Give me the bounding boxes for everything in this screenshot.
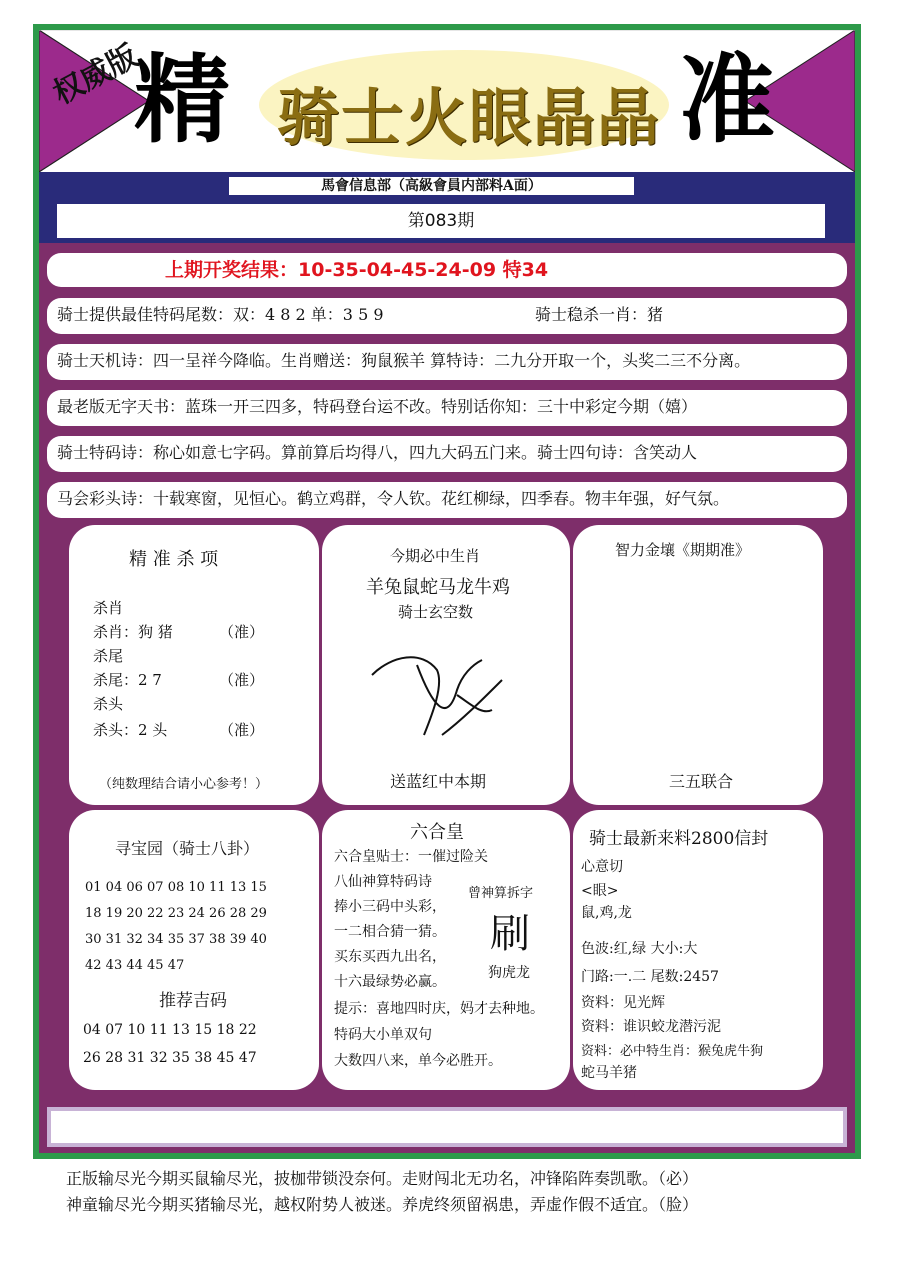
liuhe-line: 买东买西九出名，: [334, 949, 446, 965]
page-title: 骑士火眼晶晶: [276, 81, 661, 154]
header-banner: [39, 30, 855, 172]
caution-note: （纯数理结合请小心参考！）: [99, 777, 269, 792]
liuhe-line: 一二相合猜一猜。: [334, 924, 446, 940]
main-panel: [39, 30, 855, 1153]
envelope-line: 心意切: [581, 859, 623, 875]
kill-line: 杀头：2 头: [93, 721, 168, 739]
liuhe-line: 十六最绿势必赢。: [334, 974, 446, 990]
envelope-line: 蛇马羊猪: [581, 1065, 637, 1081]
subheader-text: 馬會信息部（高級會員内部料A面）: [229, 177, 634, 195]
envelope-line: <眼>: [581, 883, 619, 899]
kill-line: 杀肖: [93, 599, 124, 617]
envelope-line: 色波:红,绿 大小:大: [581, 941, 698, 957]
envelope-line: 门路:一.二 尾数:2457: [581, 969, 719, 985]
liuhe-line: 大数四八来，单今必胜开。: [334, 1053, 502, 1069]
zodiac-list: 羊兔鼠蛇马龙牛鸡: [366, 577, 510, 598]
lucky-number-line: 26 28 31 32 35 38 45 47: [83, 1050, 257, 1066]
blue-red-text: 送蓝红中本期: [390, 772, 487, 791]
title-right-char: 准: [679, 43, 775, 156]
liuhe-title: 六合皇: [410, 822, 464, 843]
must-win-zodiac-box: [322, 525, 570, 805]
number-line: 42 43 44 45 47: [85, 958, 185, 973]
kill-line: 杀尾：2 7: [93, 671, 162, 689]
tail-number-row: [47, 298, 847, 334]
envelope-line: 资料：谁识蛟龙潜污泥: [581, 1019, 721, 1035]
issue-number: 第083期: [57, 204, 825, 238]
badge-text: 权威版: [47, 38, 144, 112]
signature-scribble: [362, 635, 532, 745]
character-split-title: 曾神算拆字: [468, 886, 534, 901]
treasure-title: 寻宝园（骑士八卦）: [115, 839, 260, 858]
kill-line: 杀头: [93, 695, 124, 713]
envelope-line: 资料：必中特生肖：猴兔虎牛狗: [581, 1044, 764, 1059]
envelope-line: 鼠,鸡,龙: [581, 905, 632, 921]
outer-frame: [33, 24, 861, 1159]
lucky-number-line: 04 07 10 11 13 15 18 22: [83, 1022, 257, 1038]
tail-number-text: 骑士提供最佳特码尾数：双：4 8 2 单：3 5 9: [57, 305, 384, 324]
kill-line: 杀尾: [93, 647, 124, 665]
split-character: 刷: [490, 911, 530, 957]
must-win-title: 今期必中生肖: [390, 547, 481, 565]
split-zodiacs: 狗虎龙: [488, 965, 530, 981]
wisdom-title: 智力金壤《期期准》: [615, 541, 751, 559]
number-line: 18 19 20 22 23 24 26 28 29: [85, 906, 267, 921]
kill-one-zodiac-text: 骑士稳杀一肖：猪: [535, 305, 664, 324]
mystic-number-label: 骑士玄空数: [398, 603, 474, 621]
footer-line: 神童输尽光今期买猪输尽光，越权附势人被迷。养虎终须留祸患，弄虚作假不适宜。（脸）: [66, 1195, 699, 1214]
accuracy-mark: （准）: [219, 671, 265, 689]
poem-row-4: 马会彩头诗：十载寒窗，见恒心。鹤立鸡群，令人钦。花红柳绿，四季春。物丰年强，好气氛。: [47, 482, 847, 518]
title-left-char: 精: [134, 43, 230, 156]
footer-line: 正版输尽光今期买鼠输尽光，披枷带锁没奈何。走财闯北无功名，冲锋陷阵奏凯歌。（必）: [66, 1169, 699, 1188]
treasure-garden-box: [69, 810, 319, 1090]
lucky-numbers-title: 推荐吉码: [159, 991, 227, 1011]
kill-items-box: [69, 525, 319, 805]
number-line: 30 31 32 34 35 37 38 39 40: [85, 932, 267, 947]
last-result-row: 上期开奖结果：10-35-04-45-24-09 特34: [47, 253, 847, 287]
envelope-title: 骑士最新来料2800信封: [589, 829, 769, 849]
accuracy-mark: （准）: [219, 721, 265, 739]
wisdom-box: [573, 525, 823, 805]
poem-row-3: 骑士特码诗：称心如意七字码。算前算后均得八，四九大码五门来。骑士四句诗：含笑动人: [47, 436, 847, 472]
liuhe-line: 提示：喜地四时庆，妈才去种地。: [334, 1001, 544, 1017]
kill-items-title: 精 准 杀 项: [129, 549, 219, 570]
liuhe-line: 捧小三码中头彩，: [334, 899, 446, 915]
three-five-union: 三五联合: [669, 772, 734, 791]
accuracy-mark: （准）: [219, 623, 265, 641]
liuhe-line: 八仙神算特码诗: [334, 874, 432, 890]
poem-row-1: 骑士天机诗：四一呈祥今降临。生肖赠送：狗鼠猴羊 算特诗：二九分开取一个，头奖二三不分离。: [47, 344, 847, 380]
subheader-band: [39, 172, 855, 243]
number-line: 01 04 06 07 08 10 11 13 15: [85, 880, 267, 895]
liuhe-line: 六合皇贴士：一催过险关: [334, 849, 488, 865]
kill-line: 杀肖：狗 猪: [93, 623, 173, 641]
envelope-box: [573, 810, 823, 1090]
liuhe-emperor-box: [322, 810, 570, 1090]
liuhe-line: 特码大小单双句: [334, 1027, 432, 1043]
envelope-line: 资料：见光辉: [581, 995, 665, 1011]
bottom-blank-bar: [47, 1107, 847, 1147]
poem-row-2: 最老版无字天书：蓝珠一开三四多，特码登台运不改。特别话你知：三十中彩定今期（嬉）: [47, 390, 847, 426]
